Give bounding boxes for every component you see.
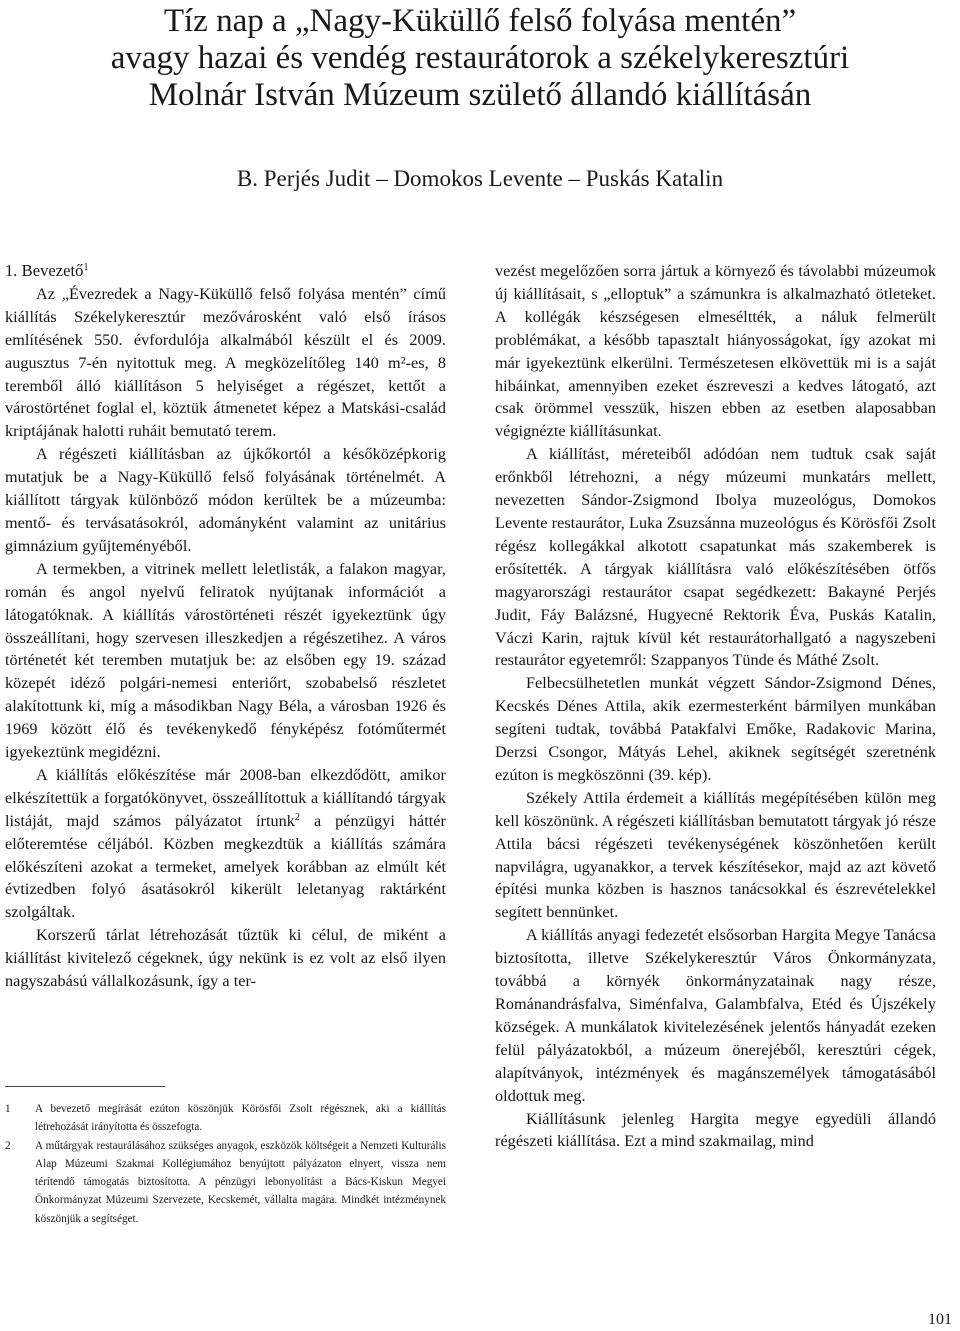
footnote-ref-1[interactable]: 1 (83, 262, 89, 273)
paragraph: A kiállítást, méreteiből adódóan nem tudtuk csak saját erőnkből létrehozni, a négy múzeumi munkatárs mellett, nevezetten Sándor-Zsigmond Ibolya muzeológus, Domokos Levente restaurátor, Luka Zsuzsánna muzeológus és Körösfői Zsolt régész kollegákkal alkotott csapatunkat más szakemberek is erősítették. A tárgyak kiállításra való előkészítésében ötfős magyarországi restaurátor csapat segédkezett: Bakayné Perjés Judit, Fáy Balázsné, Hugyecné Rektorik Éva, Puskás Katalin, Váczi Karin, rajtuk kívül két restaurátorhallgató a nagyszebeni restaurátor egyetemről: Szappanyos Tünde és Máthé Zsolt. (495, 445, 936, 670)
paragraph: A kiállítás anyagi fedezetét elsősorban Hargita Megye Tanácsa biztosította, illetve Székelykeresztúr Város Önkormányzata, továbbá a környék önkormányzatainak nagy része, Románandrásfalva, Siménfalva, Galambfalva, Etéd és Újszékely községek. A munkálatok kivitelezésének jelentős hányadát ezeken felül pályázatokból, a múzeum önerejéből, keresztúri cégek, alapítványok, intézmények és magánszemélyek támogatásából oldottuk meg. (495, 926, 936, 1105)
paragraph: Az „Évezredek a Nagy-Küküllő felső folyása mentén” című kiállítás Székelykeresztúr mezővárosként való első írásos említésének 550. évfordulója alkalmából készült el és 2009. augusztus 7-én nyitottuk meg. A megközelítőleg 140 m²-es, 8 teremből álló kiállításon 5 helyiséget a régészet, kettőt a várostörténet foglal el, köztük átmenetet képez a Matskási-család kriptájának halotti ruháit bemutató terem. (5, 284, 446, 441)
footnote-text: A bevezető megírását ezúton köszönjük Körösfői Zsolt régésznek, aki a kiállítás létrehozását irányította és összefogta. (35, 1103, 446, 1134)
paragraph (5, 764, 446, 924)
footnote-ref-2[interactable]: 2 (294, 811, 301, 823)
paragraph-text: A kiállítás előkészítése már 2008-ban elkezdődött, amikor elkészítettük a forgatókönyvet, összeállítottuk a kiállítandó tárgyak listáját, majd számos pályázatot írtunk (5, 765, 446, 830)
paragraph: Felbecsülhetetlen munkát végzett Sándor-Zsigmond Dénes, Kecskés Dénes Attila, akik ezermesterként bármilyen munkában segíteni tudtak, továbbá Patakfalvi Emőke, Radakovic Marina, Derzsi Csongor, Mátyás Lehel, akiknek segítségét szeretnénk ezúton is megköszönni (39. kép). (495, 674, 936, 784)
authors-line: B. Perjés Judit – Domokos Levente – Puskás Katalin (236, 166, 724, 191)
footnote-1 (5, 1100, 446, 1136)
footnote-text: A műtárgyak restaurálásához szükséges anyagok, eszközök költségeit a Nemzeti Kulturális Alap Múzeumi Szakmai Kollégiumához benyújtott pályázaton elnyert, vissza nem térítendő támogatás biztosította. A pénzügyi lebonyolítást a Bács-Kiskun Megyei Önkormányzat Múzeumi Szervezete, Kecskemét, vállalta magára. Mindkét intézménynek köszönjük a segítséget. (35, 1140, 446, 1225)
paragraph: A termekben, a vitrinek mellett leletlisták, a falakon magyar, román és angol nyelvű feliratok nyújtanak információt a látogatóknak. A kiállítás várostörténeti részét igyekeztünk úgy összeállítani, hogy szervesen illeszkedjen a régészetihez. A város történetét két teremben mutatjuk be: az elsőben egy 19. század közepét idéző polgári-nemesi enteriőrt, szobabelső részletet alakítottunk ki, míg a másodikban Nagy Béla, a városban 1926 és 1969 között élő és tevékenykedő fényképész fotóműtermét igyekeztünk megidézni. (5, 559, 446, 762)
paragraph: A régészeti kiállításban az újkőkortól a későközépkorig mutatjuk be a Nagy-Küküllő felső folyásának történelmét. A kiállított tárgyak különböző módon kerültek be a múzeumba: mentő- és tervásatásokról, adományként valamint az unitárius gimnázium gyűjteményéből. (5, 445, 446, 555)
footnote-2 (5, 1137, 446, 1227)
paragraph: vezést megelőzően sorra jártuk a környező és távolabbi múzeumok új kiállításait, s „elloptuk” a számunkra is alkalmazható ötleteket. A kollégák készségesen elmeséltték, a náluk felmerült problémákat, a később tapasztalt hiányosságokat, így azokat mi már igyekeztünk elkerülni. Természetesen elkövettük mi is a saját hibáinkat, amennyiben ezeket észreveszi a kedves látogató, azt csak örömmel vesszük, hiszen ebben az esetben alaposabban végignézte kiállításunkat. (495, 262, 936, 441)
section-heading (5, 260, 446, 283)
section-heading-text: 1. Bevezető (5, 261, 84, 280)
paragraph: Székely Attila érdemeit a kiállítás megépítésében külön meg kell köszönünk. A régészeti kiállításban bemutatott tárgyak jó része Attila bácsi régészeti tevékenységének köszönhetően került napvilágra, ugyanakkor, a tervek készítésekor, majd az azt követő építési munka közben is hasznos tanácsokkal és észrevételekkel segített bennünket. (495, 788, 936, 922)
paragraph: Korszerű tárlat létrehozását tűztük ki célul, de miként a kiállítást kivitelező cégeknek, úgy nekünk is ez volt az első ilyen nagyszabású vállalkozásunk, így a ter- (5, 926, 446, 991)
article-title (0, 3, 960, 114)
title-line-1: Tíz nap a „Nagy-Küküllő felső folyása mentén” (163, 3, 797, 39)
right-column (495, 260, 936, 1153)
footnote-number: 1 (5, 1103, 11, 1115)
title-line-2: avagy hazai és vendég restaurátorok a székelykeresztúri (110, 40, 850, 76)
title-line-3: Molnár István Múzeum születő állandó kiállításán (148, 77, 812, 113)
paragraph: Kiállításunk jelenleg Hargita megye egyedüli állandó régészeti kiállítása. Ezt a mind szakmailag, mind (495, 1109, 936, 1151)
page-number: 101 (928, 1311, 952, 1328)
footnote-divider (5, 1086, 165, 1087)
footnotes (5, 1100, 446, 1229)
left-column (5, 260, 446, 993)
footnote-number: 2 (5, 1140, 11, 1153)
paragraph-text: a pénzügyi háttér előteremtése céljából. Közben megkezdtük a kiállítás számára előkészíteni azokat a termeket, amelyek korábban az elmúlt két évtizedben folyó ásatásokról kikerült leletanyag raktárként szolgáltak. (5, 811, 446, 922)
